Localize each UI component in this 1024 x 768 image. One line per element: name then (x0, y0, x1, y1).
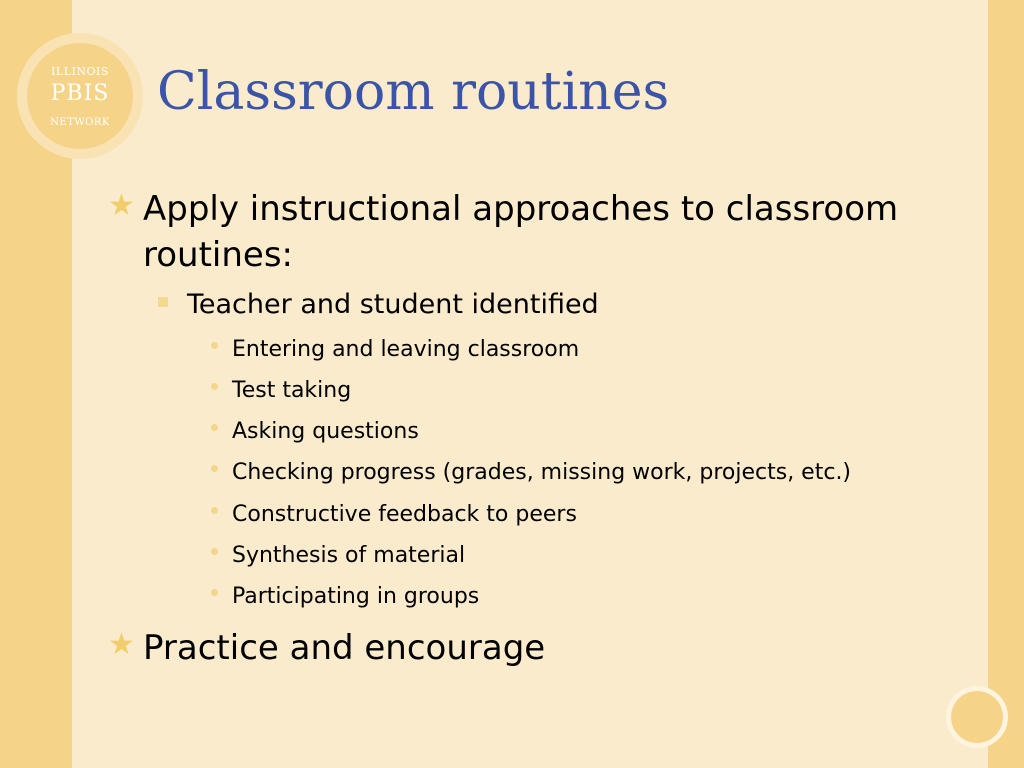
logo-line-2: PBIS (50, 81, 110, 106)
star-icon: ★ (108, 628, 135, 661)
list-item: Entering and leaving classroom (232, 337, 580, 362)
list-item: Checking progress (grades, missing work, projects, etc.) (232, 460, 852, 485)
corner-circle-disc (951, 691, 1003, 743)
dot-bullet-icon (211, 589, 218, 596)
bullet-apply-line-1: Apply instructional approaches to classroom (143, 189, 899, 229)
dot-bullet-icon (211, 507, 218, 514)
logo-line-1: ILLINOIS (51, 65, 109, 78)
list-item: Participating in groups (232, 584, 480, 609)
star-icon: ★ (108, 189, 135, 222)
logo-badge (27, 43, 133, 149)
bullet-apply-line-2: routines: (143, 235, 293, 275)
list-item: Synthesis of material (232, 543, 466, 568)
list-item: Test taking (232, 378, 352, 403)
list-item: Constructive feedback to peers (232, 502, 577, 527)
square-bullet-icon (158, 297, 168, 307)
sub-bullet-teacher-student: Teacher and student identified (187, 289, 599, 320)
dot-bullet-icon (211, 465, 218, 472)
logo (17, 33, 143, 159)
dot-bullet-icon (211, 424, 218, 431)
dot-bullet-icon (211, 548, 218, 555)
corner-circle-ornament (946, 686, 1008, 748)
list-item: Asking questions (232, 419, 419, 444)
slide-title: Classroom routines (157, 62, 670, 122)
dot-bullet-icon (211, 342, 218, 349)
bullet-practice: Practice and encourage (143, 628, 546, 668)
dot-bullet-icon (211, 383, 218, 390)
logo-line-3: NETWORK (50, 117, 110, 128)
